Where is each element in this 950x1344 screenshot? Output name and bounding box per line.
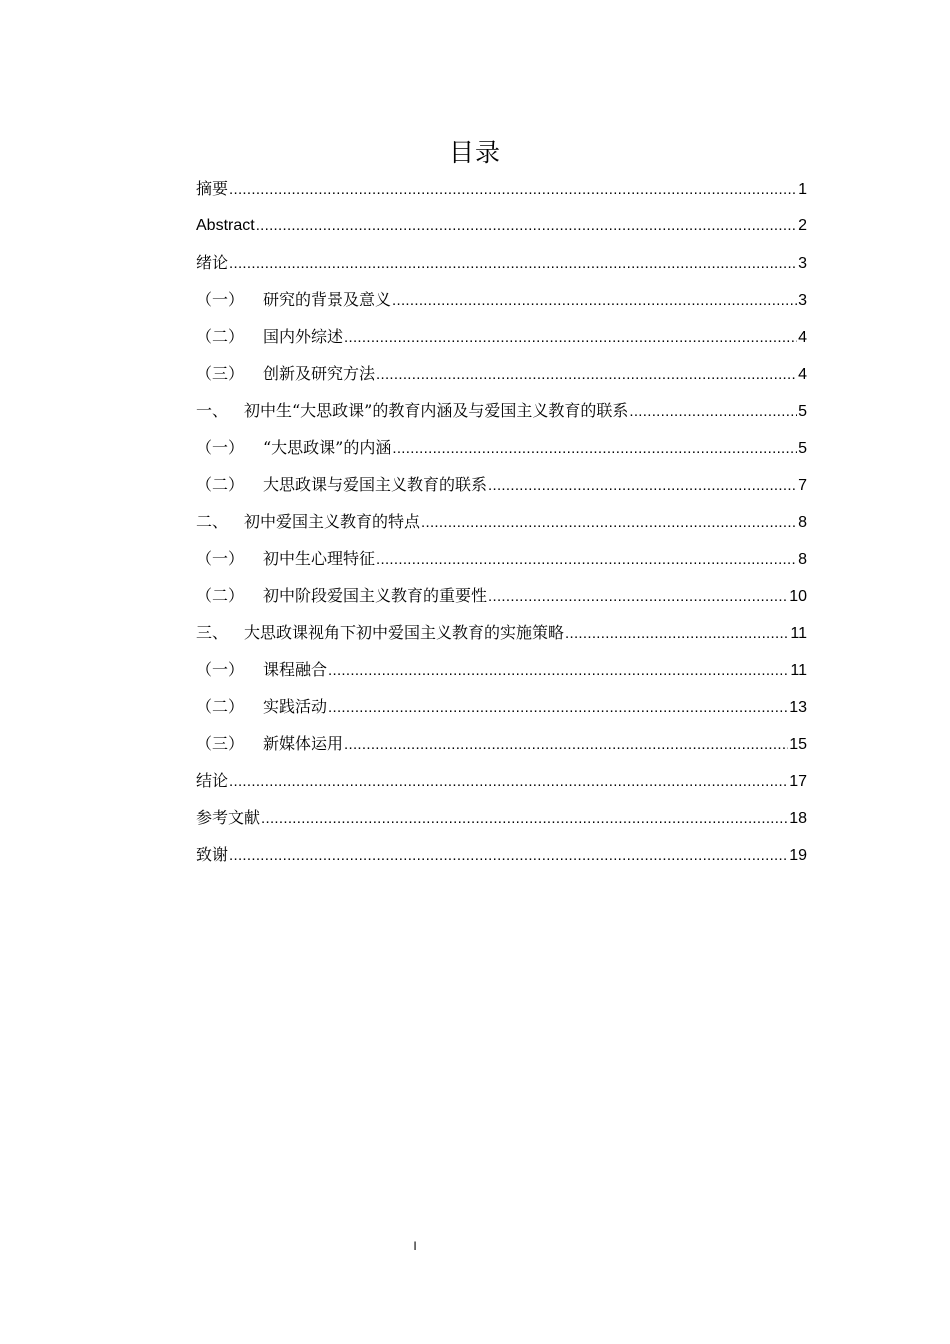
toc-entry[interactable] <box>196 836 807 873</box>
toc-entry-number: 三、 <box>196 623 229 642</box>
toc-entry-label: “大思政课”的内涵 <box>263 438 392 457</box>
toc-dot-leader <box>328 652 789 689</box>
page-number-footer: I <box>413 1239 417 1253</box>
toc-entry-number: （一） <box>196 660 245 679</box>
toc-dot-leader <box>229 763 788 800</box>
toc-entry[interactable] <box>196 503 807 540</box>
toc-entry[interactable] <box>196 318 807 355</box>
toc-entry-page: 19 <box>789 847 807 864</box>
toc-entry[interactable] <box>196 281 807 318</box>
toc-entry-page: 13 <box>789 699 807 716</box>
toc-entry-label: 初中阶段爱国主义教育的重要性 <box>263 586 488 605</box>
toc-entry-label: 初中爱国主义教育的特点 <box>244 512 421 531</box>
toc-dot-leader <box>261 800 788 837</box>
toc-entry-number: 一、 <box>196 401 229 420</box>
toc-entry-number: （三） <box>196 734 245 753</box>
toc-entry-page: 1 <box>798 181 807 198</box>
toc-dot-leader <box>344 319 797 356</box>
toc-entry-page: 3 <box>798 292 807 309</box>
toc-entry-number: （一） <box>196 438 245 457</box>
toc-dot-leader <box>376 541 797 578</box>
toc-entry-page: 8 <box>798 514 807 531</box>
toc-entry-label: 大思政课视角下初中爱国主义教育的实施策略 <box>244 623 565 642</box>
toc-entry[interactable] <box>196 207 807 244</box>
toc-dot-leader <box>229 837 788 874</box>
toc-entry-page: 5 <box>798 440 807 457</box>
toc-entry-page: 2 <box>798 217 807 234</box>
toc-entry-number: （二） <box>196 697 245 716</box>
toc-entry-page: 5 <box>798 403 807 420</box>
toc-entry[interactable] <box>196 651 807 688</box>
toc-entry-label: 国内外综述 <box>263 327 344 346</box>
table-of-contents <box>196 170 807 873</box>
toc-dot-leader <box>488 467 797 504</box>
toc-entry-label: 致谢 <box>196 845 229 864</box>
toc-entry-page: 15 <box>789 736 807 753</box>
toc-entry-page: 4 <box>798 329 807 346</box>
toc-dot-leader <box>256 207 797 244</box>
toc-entry[interactable] <box>196 244 807 281</box>
toc-dot-leader <box>488 578 788 615</box>
toc-dot-leader <box>229 171 797 208</box>
toc-entry[interactable] <box>196 688 807 725</box>
toc-entry[interactable] <box>196 392 807 429</box>
toc-dot-leader <box>565 615 789 652</box>
toc-entry-number: （二） <box>196 475 245 494</box>
toc-entry-page: 11 <box>790 662 807 679</box>
toc-dot-leader <box>629 393 797 430</box>
toc-entry-label: 大思政课与爱国主义教育的联系 <box>263 475 488 494</box>
toc-entry-number: （一） <box>196 290 245 309</box>
toc-entry[interactable] <box>196 170 807 207</box>
toc-dot-leader <box>392 282 797 319</box>
toc-entry-page: 11 <box>790 625 807 642</box>
toc-entry[interactable] <box>196 540 807 577</box>
toc-entry-label: 新媒体运用 <box>263 734 344 753</box>
toc-entry-page: 18 <box>789 810 807 827</box>
toc-entry[interactable] <box>196 614 807 651</box>
toc-entry-page: 10 <box>789 588 807 605</box>
toc-entry-label: 实践活动 <box>263 697 328 716</box>
toc-entry[interactable] <box>196 799 807 836</box>
toc-entry-label: 创新及研究方法 <box>263 364 376 383</box>
toc-entry-label: 绪论 <box>196 253 229 272</box>
toc-entry-label: Abstract <box>196 217 255 234</box>
toc-entry[interactable] <box>196 355 807 392</box>
toc-entry-label: 课程融合 <box>263 660 328 679</box>
toc-entry[interactable] <box>196 577 807 614</box>
toc-entry-page: 17 <box>789 773 807 790</box>
toc-entry[interactable] <box>196 466 807 503</box>
toc-dot-leader <box>328 689 788 726</box>
toc-dot-leader <box>344 726 788 763</box>
toc-title: 目录 <box>448 138 501 167</box>
toc-entry-label: 结论 <box>196 771 229 790</box>
toc-entry[interactable] <box>196 725 807 762</box>
toc-entry-number: （二） <box>196 327 245 346</box>
toc-entry-page: 3 <box>798 255 807 272</box>
toc-entry-number: （一） <box>196 549 245 568</box>
toc-entry-label: 摘要 <box>196 179 229 198</box>
toc-entry-page: 4 <box>798 366 807 383</box>
toc-entry-number: 二、 <box>196 512 229 531</box>
toc-entry[interactable] <box>196 762 807 799</box>
toc-dot-leader <box>376 356 797 393</box>
toc-entry-label: 参考文献 <box>196 808 261 827</box>
toc-entry-number: （二） <box>196 586 245 605</box>
toc-entry-page: 8 <box>798 551 807 568</box>
toc-entry-label: 初中生“大思政课”的教育内涵及与爱国主义教育的联系 <box>244 401 629 420</box>
toc-dot-leader <box>229 245 797 282</box>
toc-dot-leader <box>392 430 797 467</box>
toc-entry[interactable] <box>196 429 807 466</box>
toc-entry-label: 研究的背景及意义 <box>263 290 392 309</box>
toc-dot-leader <box>421 504 797 541</box>
toc-entry-label: 初中生心理特征 <box>263 549 376 568</box>
toc-entry-page: 7 <box>798 477 807 494</box>
toc-entry-number: （三） <box>196 364 245 383</box>
